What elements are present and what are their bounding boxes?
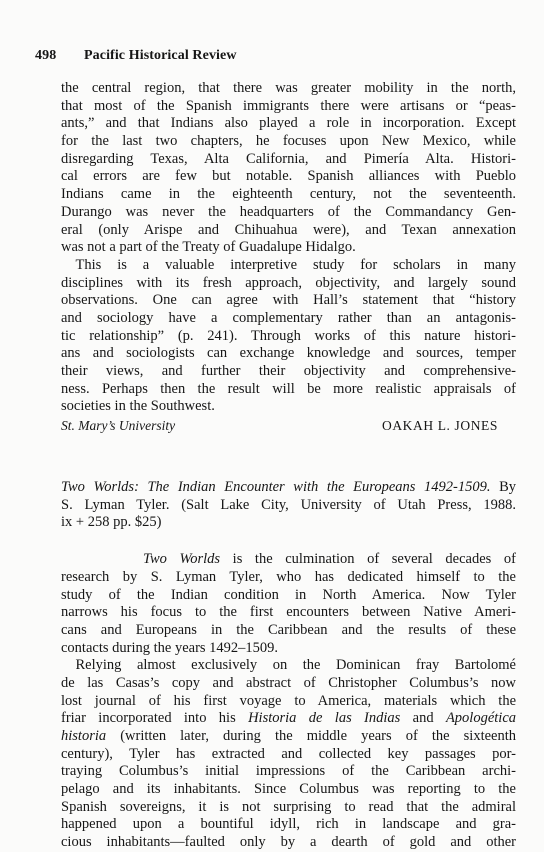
text-line: century), Tyler has extracted and collected key passages por- [61, 745, 516, 762]
citation-line: S. Lyman Tyler. (Salt Lake City, University of Utah Press, 1988. [61, 496, 516, 513]
text-line: friar incorporated into his Historia de las Indias and Apologética [61, 710, 517, 727]
text-line: for the last two chapters, he focuses upon New Mexico, while [61, 133, 516, 150]
text-line: Relying almost exclusively on the Dominican fray Bartolomé [61, 657, 516, 674]
running-head [35, 48, 237, 64]
text-line: tic relationship” (p. 241). Through works of this nature histori- [61, 327, 516, 344]
text-line: that most of the Spanish immigrants there were artisans or “peas- [61, 97, 516, 114]
book-title: Two Worlds: The Indian Encounter with the Europeans 1492-1509. [61, 479, 491, 496]
text-line: de las Casas’s copy and abstract of Christopher Columbus’s now [61, 674, 516, 691]
text-line: research by S. Lyman Tyler, who has dedicated himself to the [61, 568, 516, 585]
reviewer-affiliation: St. Mary’s University [61, 418, 176, 434]
text-line: disregarding Texas, Alta California, and Pimería Alta. Histori- [61, 150, 516, 167]
text-line: lost journal of his first voyage to America, materials which the [61, 692, 516, 709]
text-line: This is a valuable interpretive study for scholars in many [61, 256, 516, 273]
text-line: eral (only Arispe and Chihuahua were), and Texan annexation [61, 221, 516, 238]
review-body [61, 551, 516, 852]
citation-line: Two Worlds: The Indian Encounter with the Europeans 1492-1509. By [61, 479, 516, 496]
text-line: was not a part of the Treaty of Guadalupe Hidalgo. [61, 239, 356, 256]
page-body [61, 80, 516, 852]
text-line: cious inhabitants—faulted only by a dearth of gold and other [61, 834, 516, 851]
journal-title: Pacific Historical Review [84, 48, 237, 63]
reviewer-name: OAKAH L. JONES [381, 418, 498, 434]
section-gap [61, 532, 516, 551]
review-conclusion [61, 80, 516, 435]
text-line: Spanish sovereigns, it is not surprising to read that the admiral [61, 798, 516, 815]
citation-line: ix + 258 pp. $25) [61, 514, 162, 531]
text-line: their views, and further their objectivity and comprehensive- [61, 363, 516, 379]
text-line: the central region, that there was greater mobility in the north, [61, 80, 516, 96]
text-line: observations. One can agree with Hall’s statement that “history [61, 292, 516, 309]
text-line: study of the Indian condition in North America. Now Tyler [61, 586, 516, 603]
text-line: Durango was never the headquarters of the Commandancy Gen- [61, 203, 516, 220]
text-line: traying Columbus’s initial impressions of the Caribbean archi- [61, 763, 516, 780]
text-line: cal errors are few but notable. Spanish alliances with Pueblo [61, 168, 516, 185]
text-line: ness. Perhaps then the result will be more realistic appraisals of [61, 380, 516, 397]
text-line: narrows his focus to the first encounters between Native Ameri- [61, 604, 516, 621]
text-line: ants,” and that Indians also played a role in incorporation. Except [61, 115, 516, 132]
text-line: disciplines with its fresh approach, objectivity, and largely sound [61, 274, 516, 291]
text-line: cans and Europeans in the Caribbean and the results of these [61, 621, 516, 638]
text-line: and sociology have a complementary rather than an antagonis- [61, 309, 516, 326]
text-line: societies in the Southwest. [61, 398, 215, 415]
text-line: ans and sociologists can exchange knowledge and sources, temper [61, 345, 516, 362]
page-number: 498 [35, 48, 57, 63]
text-line: historia (written later, during the middle years of the sixteenth [61, 728, 516, 744]
text-line: happened upon a bountiful idyll, rich in landscape and gra- [61, 816, 516, 833]
book-citation [61, 479, 516, 532]
text-line: Two Worlds is the culmination of several decades of [143, 551, 516, 568]
section-gap [61, 435, 516, 479]
reviewer-signature [61, 417, 516, 435]
text-line: Indians came in the eighteenth century, not the seventeenth. [61, 186, 516, 203]
text-line: pelago and its inhabitants. Since Columbus was reporting to the [61, 781, 516, 798]
text-line: contacts during the years 1492–1509. [61, 639, 279, 656]
